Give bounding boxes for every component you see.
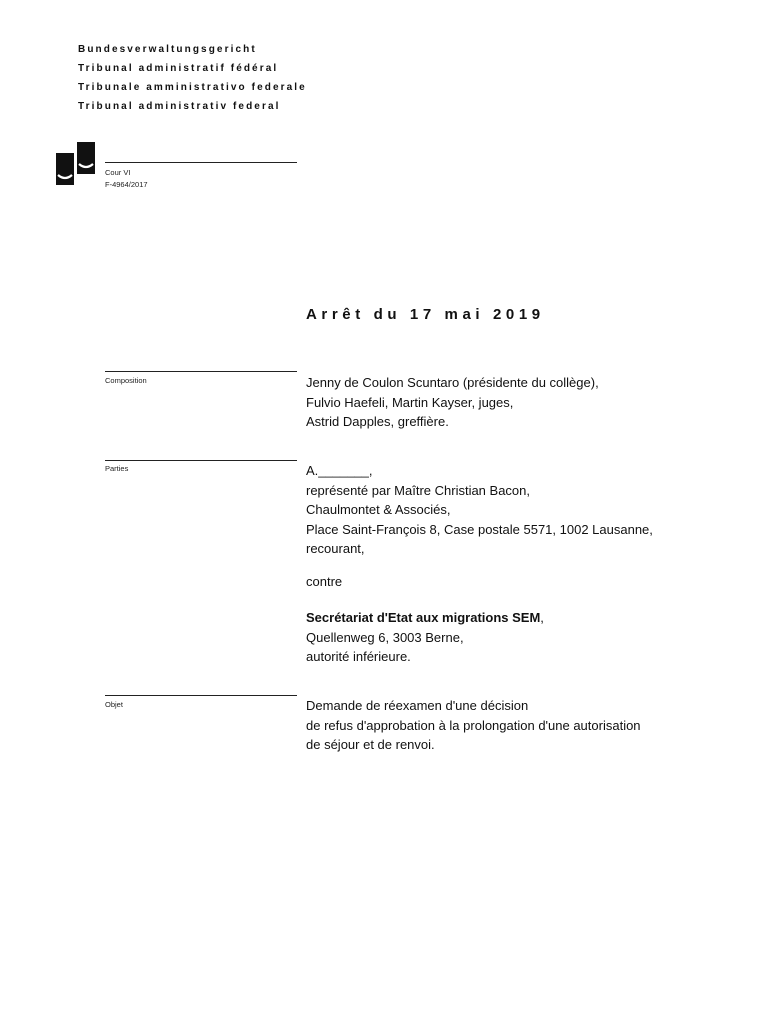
court-name-rm: Tribunal administrativ federal [78,101,281,112]
authority-line: autorité inférieure. [306,649,411,664]
appellant-text [306,461,653,559]
case-number: F-4964/2017 [105,180,148,189]
objet-line: de séjour et de renvoi. [306,737,435,752]
objet-text [306,696,641,755]
authority-name-line [306,608,544,628]
authority-name-suffix: , [540,610,544,625]
objet-line: Demande de réexamen d'une décision [306,698,529,713]
appellant-line: recourant, [306,541,365,556]
appellant-line: représenté par Maître Christian Bacon, [306,482,530,498]
court-names [78,40,307,116]
composition-line: Jenny de Coulon Scuntaro (présidente du collège), [306,375,599,390]
composition-text [306,373,599,432]
appellant-line: A._______, [306,463,373,478]
objet-divider [105,695,297,696]
appellant-line: Chaulmontet & Associés, [306,502,451,517]
composition-line: Fulvio Haefeli, Martin Kayser, juges, [306,394,514,410]
composition-label: Composition [105,376,147,385]
objet-line: de refus d'approbation à la prolongation d'une autorisation [306,717,641,733]
page-title: Arrêt du 17 mai 2019 [306,306,545,323]
court-name-it: Tribunale amministrativo federale [78,82,307,93]
authority-name: Secrétariat d'Etat aux migrations SEM [306,610,541,625]
authority-text [306,608,544,667]
appellant-line: Place Saint-François 8, Case postale 5571, 1002 Lausanne, [306,521,653,537]
court-name-de: Bundesverwaltungsgericht [78,44,257,55]
court-logo-icon [56,142,96,186]
composition-line: Astrid Dapples, greffière. [306,414,449,429]
authority-line: Quellenweg 6, 3003 Berne, [306,629,464,645]
parties-divider [105,460,297,461]
parties-label: Parties [105,464,129,473]
composition-divider [105,371,297,372]
court-name-fr: Tribunal administratif fédéral [78,63,279,74]
objet-label: Objet [105,700,123,709]
case-divider [105,162,297,163]
court-section: Cour VI [105,168,131,177]
versus-text: contre [306,574,343,589]
